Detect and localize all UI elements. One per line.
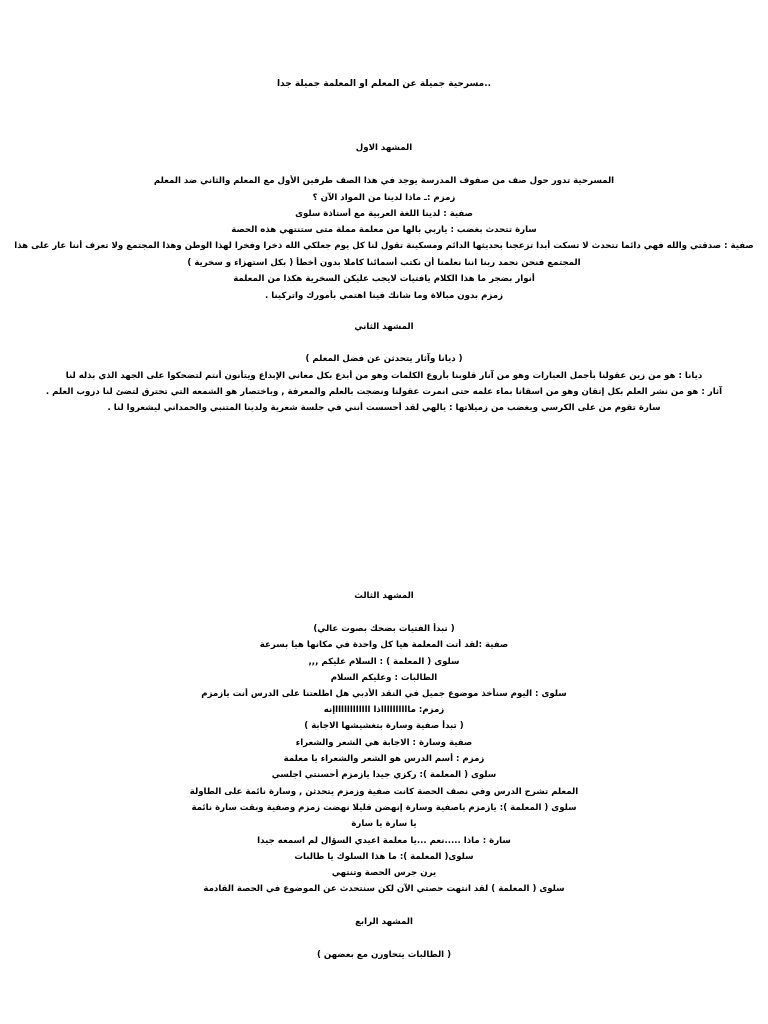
scene2-line: ( ديانا وآثار يتحدثن عن فضل المعلم )	[305, 354, 463, 364]
scene4-line: ( الطالبات يتحاورن مع بعضهن )	[316, 950, 452, 960]
scene1-line: زمزم بدون مبالاة وما شانك فينا اهتمي بأمورك واتركينا .	[264, 291, 504, 301]
scene1-line: سارة تتحدث بغضب : ياربي بالها من معلمة مملة متى ستنتهي هذه الحصة	[231, 225, 537, 235]
scene2-heading: المشهد الثاني	[354, 322, 414, 332]
scene1-line: المسرحية تدور حول صف من صفوف المدرسة يوجد في هذا الصف طرفين الأول مع المعلم والثاني ضد المعلم	[153, 176, 615, 186]
scene3-line: يا سارة يا سارة	[351, 819, 417, 829]
scene3-line: سارة : ماذا .....نعم ...يا معلمة اعيدي السؤال لم اسمعه جيدا	[257, 836, 511, 846]
scene3-line: سلوى : اليوم سنأخذ موضوع جميل في النقد الأدبي هل اطلعتنا على الدرس أنت يازمزم	[201, 689, 567, 699]
scene3-line: يرن جرس الحصة وتنتهي	[331, 868, 437, 878]
scene3-heading: المشهد الثالث	[354, 591, 414, 601]
scene1-line: زمزم :ـ ماذا لدينا من المواد الآن ؟	[312, 193, 456, 203]
scene1-heading: المشهد الاول	[355, 143, 413, 153]
scene3-line: ( تبدأ صفية وسارة بتغشيشها الاجابة )	[304, 721, 464, 731]
scene3-line: سلوى ( المعلمة ): ركزي جيدا يازمزم أحسنتي اجلسي	[271, 770, 497, 780]
scene1-line: أنوار بضجر ما هذا الكلام يافتيات لايجب عليكن السخرية هكذا من المعلمة	[233, 274, 535, 284]
scene3-line: سلوى ( المعلمة ): يازمزم ياصفية وسارة إنهضن قليلا نهضت زمزم وصفية وبقت سارة نائمة	[191, 803, 577, 813]
scene3-line: سلوى ( المعلمة ) لقد انتهت حصتي الآن لكن سنتحدث عن الموضوع في الحصة القادمة	[203, 884, 565, 894]
scene1-line: صفية : لدينا اللغة العربية مع أستاذة سلوى	[295, 209, 473, 219]
scene3-line: صفية وسارة : الاجابة هي الشعر والشعراء	[295, 738, 473, 748]
scene1-line: المجتمع فنحن نحمد ربنا اننا نعلمنا أن نكتب أسمائنا كاملا بدون أخطأ ( بكل استهزاء و سخرية )	[187, 258, 581, 268]
scene3-line: صفية :لقد أتت المعلمة هيا كل واحدة في مكانها هيا بسرعة	[259, 640, 509, 650]
document-title: ..مسرحية جميلة عن المعلم او المعلمة جميلة جدا	[276, 79, 492, 89]
scene3-line: الطالبات : وعليكم السلام	[330, 673, 438, 683]
scene2-line: آثار : هو من نشر العلم بكل إتقان وهو من اسقانا بماء علمه حتى انمرت عقولنا ونضجت بالعلم والمعرفة , وباختصار هو الشمعه التي تحترق لتضئ لنا دروب العلم .	[45, 387, 723, 397]
scene2-line: سارة تقوم من على الكرسي وبغضب من زميلاتها : يالهي لقد أحسست أنني في جلسة شعرية ولدينا المتنبي والحمداني ليشعروا لنا .	[107, 403, 661, 413]
scene3-line: سلوى( المعلمة ): ما هذا السلوك يا طالبات	[294, 852, 474, 862]
scene4-heading: المشهد الرابع	[355, 917, 413, 927]
scene2-line: ديانا : هو من زين عقولنا بأجمل العبارات وهو من آنار قلوبنا بأروع الكلمات وهو من أبدع بكل معاني الإبداع ويتأنون أنتم لتضحكوا على الجهد الذي بذله لنا	[65, 371, 703, 381]
scene3-line: زمزم: مااااااااااذا ااااااااااااإنه	[323, 705, 445, 715]
scene3-line: ( تبدأ الفتيات بضحك بصوت عالي)	[313, 624, 455, 634]
scene3-line: سلوى ( المعلمة ) : السلام عليكم ,,,	[308, 657, 460, 667]
scene1-line: صفية : صدقتي والله فهي دائما تتحدث لا تسكت أبدا تزعجنا بحديثها الدائم ومسكينة تقول لنا كل يوم جعلكي الله ذخرا وفخرا لهذا الوطن وهذا المجتمع ولا تعرف أننا عار على هذا	[14, 241, 754, 251]
scene3-line: المعلم تشرح الدرس وفي نصف الحصة كانت صفية وزمزم يتحدثن , وسارة نائمة على الطاولة	[189, 787, 579, 797]
scene3-line: زمزم : أسم الدرس هو الشعر والشعراء يا معلمة	[283, 754, 485, 764]
